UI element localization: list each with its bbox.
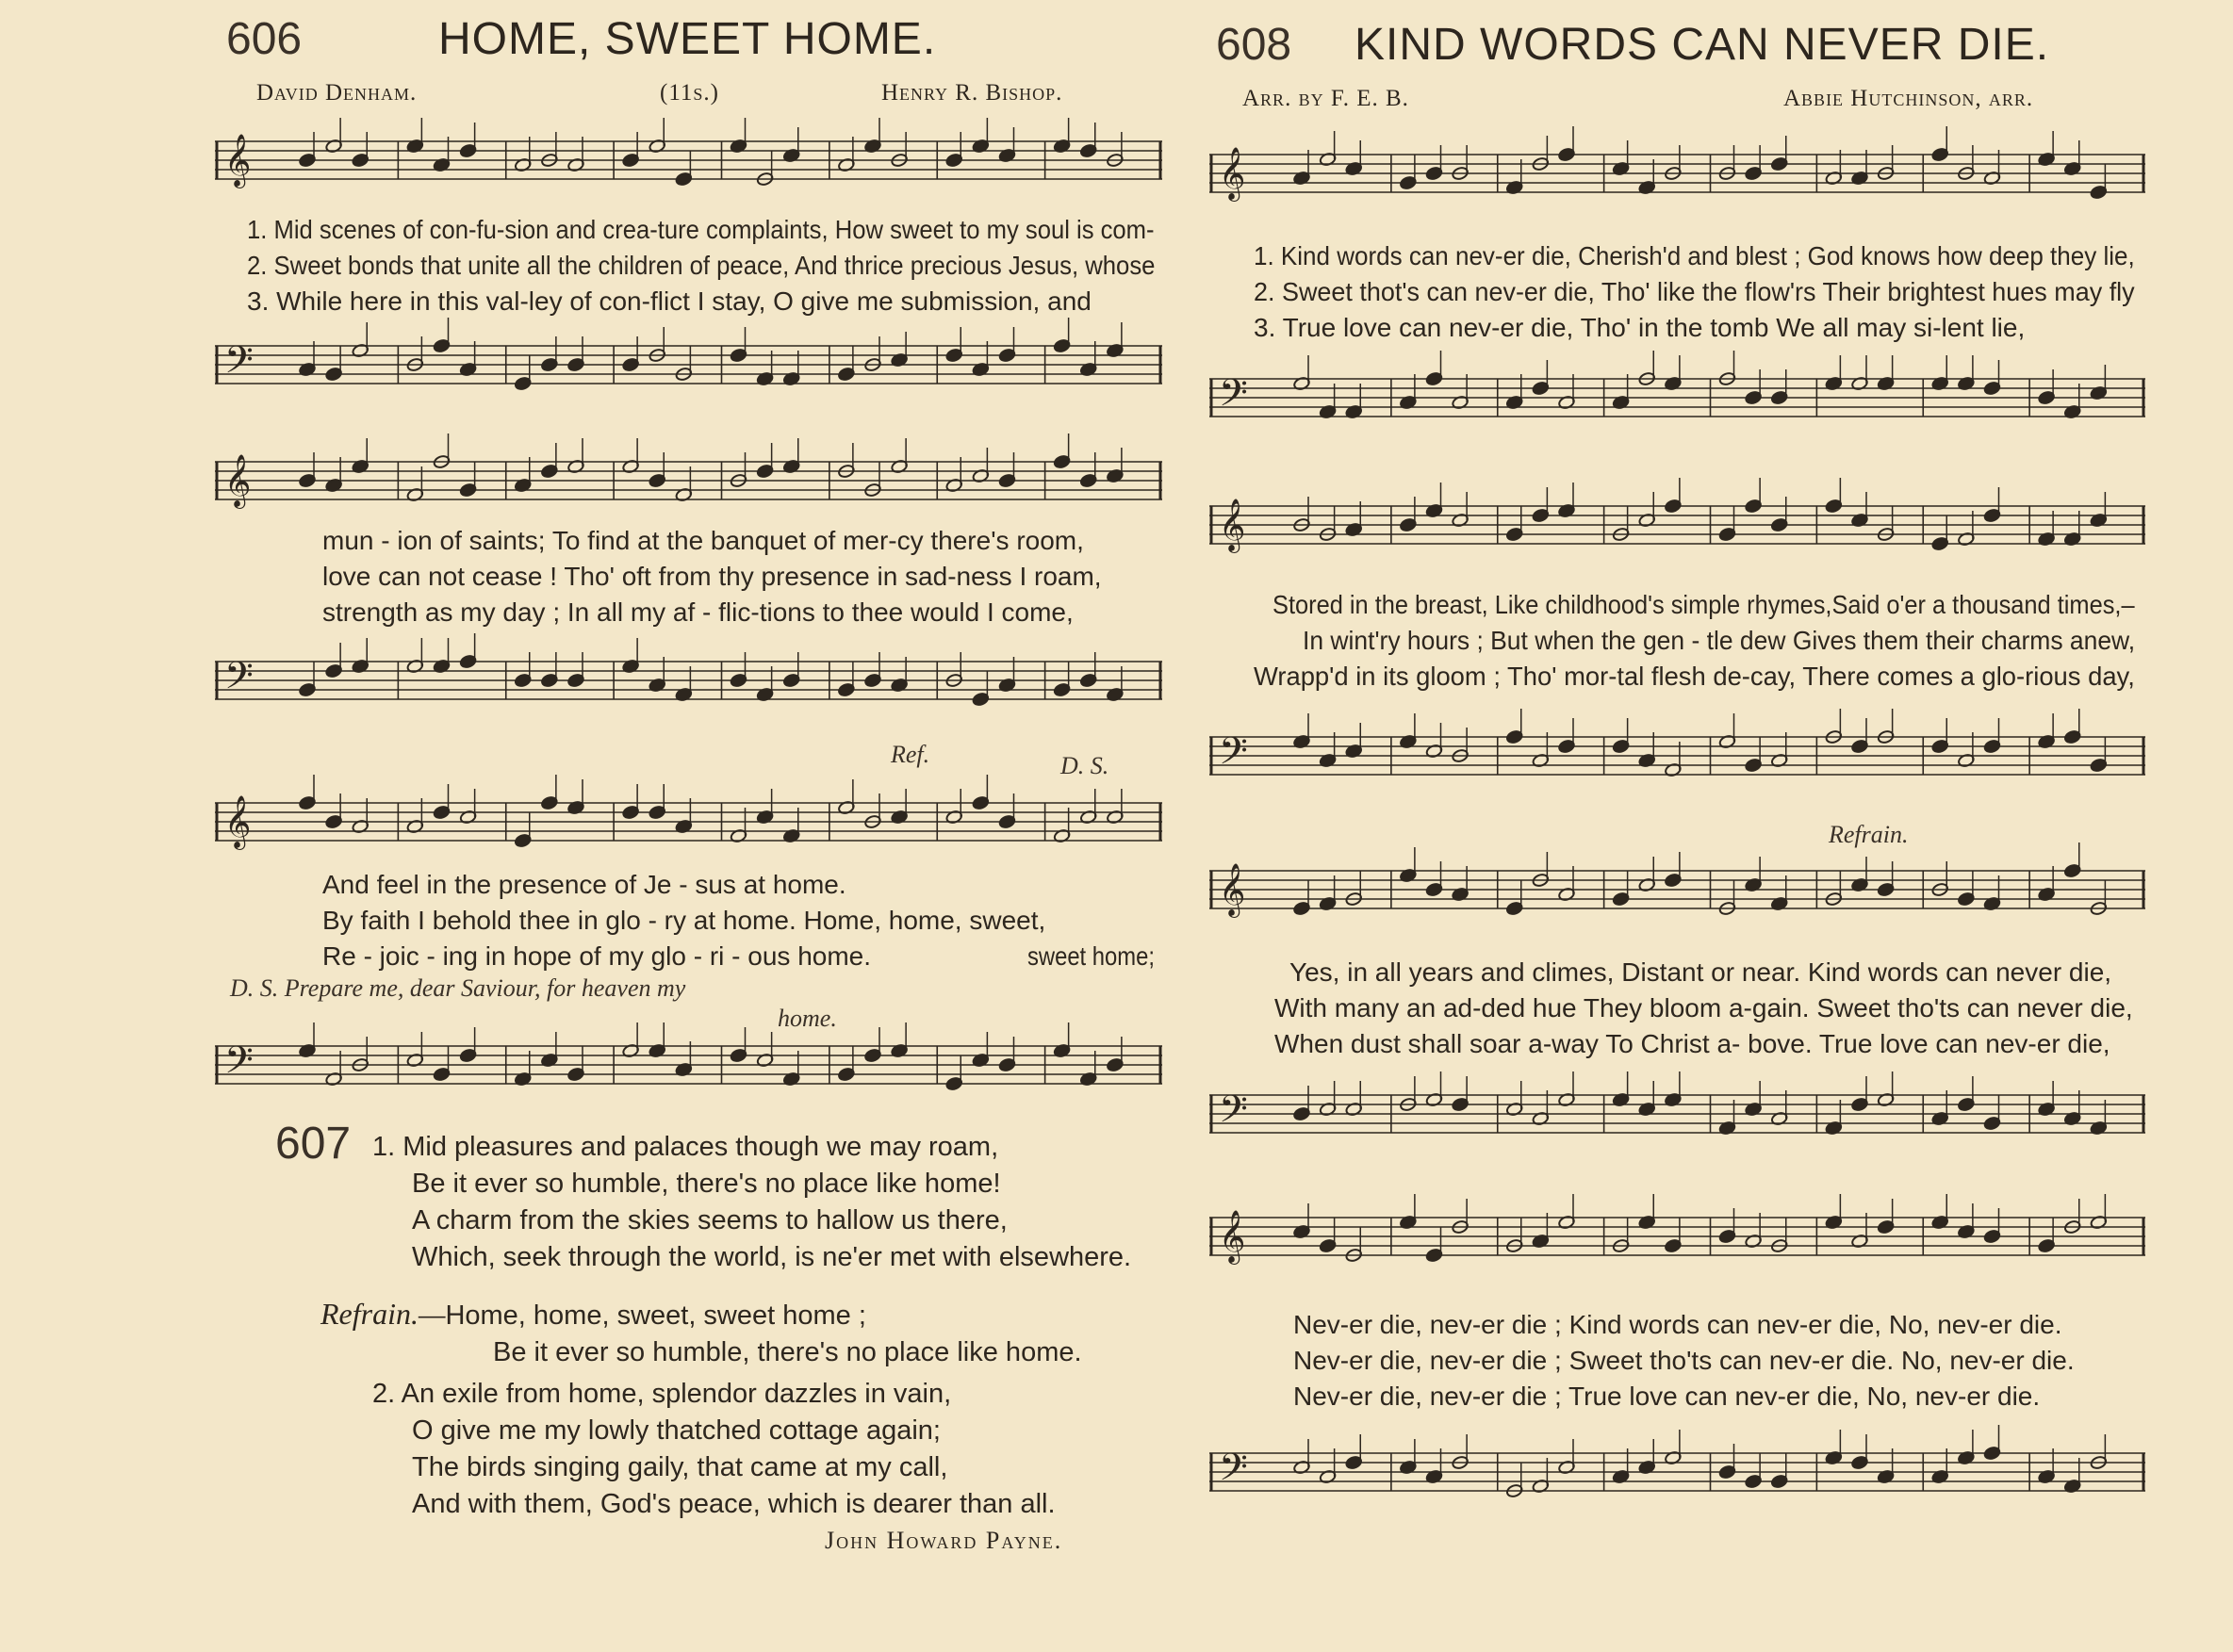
clef: 𝄢 — [1219, 1446, 1248, 1498]
clef: 𝄞 — [224, 134, 252, 187]
hymn-607-number: 607 — [275, 1119, 352, 1169]
hymn-608-system-4-bass — [1209, 1432, 2145, 1517]
hymn-608-s4-verse-1: Nev-er die, nev-er die ; Kind words can nev-er die, No, nev-er die. — [1293, 1310, 2062, 1339]
hymn-608-title: KIND WORDS CAN NEVER DIE. — [1355, 20, 2050, 70]
hymn-606-s2-verse-3: strength as my day ; In all my af - flic-tions to thee would I come, — [322, 597, 1074, 627]
hymn-606-ds-text: D. S. Prepare me, dear Saviour, for heaven my — [230, 974, 686, 1002]
hymn-606-meter: (11s.) — [660, 80, 719, 106]
clef: 𝄞 — [1219, 499, 1246, 551]
clef: 𝄢 — [1219, 729, 1248, 782]
hymn-606-title: HOME, SWEET HOME. — [438, 14, 937, 64]
poem-line: The birds singing gaily, that came at my call, — [412, 1452, 948, 1482]
hymn-608-system-1-bass — [1209, 358, 2145, 443]
hymn-608-s4-verse-3: Nev-er die, nev-er die ; True love can nev-er die, No, nev-er die. — [1293, 1382, 2041, 1411]
hymn-606-ds-text-2: home. — [778, 1005, 837, 1032]
clef: 𝄞 — [1219, 1210, 1246, 1263]
hymn-608-s2-verse-1: Stored in the breast, Like childhood's simple rhymes,Said o'er a thousand times,– — [1272, 590, 2135, 619]
hymn-606-s3-verse-2: By faith I behold thee in glo - ry at home. Home, home, sweet, — [322, 906, 1046, 935]
hymn-607-verse-1 — [372, 1129, 1131, 1276]
hymn-608-s2-verse-2: In wint'ry hours ; But when the gen - tle dew Gives them their charms anew, — [1303, 626, 2136, 655]
poem-line: A charm from the skies seems to hallow us there, — [412, 1205, 1008, 1235]
clef: 𝄞 — [1219, 863, 1246, 916]
hymn-606-s1-verse-2: 2. Sweet bonds that unite all the children of peace, And thrice precious Jesus, whose — [247, 251, 1156, 280]
poem-line: Which, seek through the world, is ne'er met with elsewhere. — [412, 1242, 1132, 1272]
hymn-608-s1-verse-1: 1. Kind words can nev-er die, Cherish'd and blest ; God knows how deep they lie, — [1254, 241, 2135, 270]
hymn-608-s1-verse-2: 2. Sweet thot's can nev-er die, Tho' like the flow'rs Their brightest hues may fly — [1254, 277, 2135, 306]
hymn-606-system-1-bass — [215, 325, 1162, 410]
hymn-606-s3-verse-1: And feel in the presence of Je - sus at home. — [322, 870, 846, 899]
clef: 𝄢 — [1219, 371, 1248, 424]
poem-line: Be it ever so humble, there's no place like home! — [412, 1169, 1001, 1199]
hymn-606-s3-verse-3b: sweet home; — [1027, 941, 1155, 971]
hymn-606-s1-verse-1: 1. Mid scenes of con-fu-sion and crea-ture complaints, How sweet to my soul is com- — [247, 215, 1155, 244]
clef: 𝄞 — [224, 454, 252, 507]
hymn-606-system-3-bass — [215, 1025, 1162, 1110]
hymn-606-system-1-treble — [215, 121, 1162, 205]
refrain-line: Home, home, sweet, sweet home ; — [445, 1300, 866, 1331]
hymn-608-system-3-treble — [1209, 850, 2145, 935]
poem-line: 2. An exile from home, splendor dazzles in vain, — [372, 1379, 952, 1409]
hymn-606-s2-verse-1: mun - ion of saints; To find at the banquet of mer-cy there's room, — [322, 526, 1084, 555]
hymn-608-system-3-bass — [1209, 1074, 2145, 1159]
clef: 𝄢 — [1219, 1088, 1248, 1140]
hymn-608-s3-verse-1: Yes, in all years and climes, Distant or near. Kind words can never die, — [1289, 957, 2112, 987]
hymn-608-composer: Abbie Hutchinson, arr. — [1783, 86, 2034, 111]
poem-line: And with them, God's peace, which is dearer than all. — [412, 1489, 1056, 1519]
clef: 𝄞 — [224, 795, 252, 848]
hymn-606-ds-label: D. S. — [1060, 752, 1109, 779]
refrain-line: Be it ever so humble, there's no place like home. — [493, 1337, 1082, 1367]
clef: 𝄢 — [224, 1039, 254, 1091]
hymn-606-number: 606 — [226, 14, 303, 64]
hymn-606-s3-verse-3: Re - joic - ing in hope of my glo - ri - ous home. — [322, 941, 872, 971]
hymn-606-composer: Henry R. Bishop. — [881, 80, 1063, 106]
hymn-608-number: 608 — [1216, 20, 1292, 70]
hymn-606-ref-label: Ref. — [891, 741, 930, 768]
hymn-607-verse-2 — [372, 1376, 1056, 1523]
clef: 𝄞 — [1219, 147, 1246, 200]
hymn-606-s1-verse-3: 3. While here in this val-ley of con-flict I stay, O give me submission, and — [247, 286, 1092, 316]
hymn-608-s4-verse-2: Nev-er die, nev-er die ; Sweet tho'ts can nev-er die. No, nev-er die. — [1293, 1346, 2075, 1375]
hymn-606-system-2-bass — [215, 641, 1162, 726]
clef: 𝄢 — [224, 338, 254, 391]
hymn-606-s2-verse-2: love can not cease ! Tho' oft from thy presence in sad-ness I roam, — [322, 562, 1102, 591]
hymn-608-system-1-treble — [1209, 134, 2145, 219]
hymn-607-refrain — [320, 1296, 1082, 1371]
hymn-608-system-2-bass — [1209, 716, 2145, 801]
refrain-label: Refrain.— — [320, 1297, 446, 1331]
hymn-608-s1-verse-3: 3. True love can nev-er die, Tho' in the tomb We all may si-lent lie, — [1254, 313, 2026, 342]
hymn-606-system-2-treble — [215, 441, 1162, 526]
poem-line: O give me my lowly thatched cottage again; — [412, 1415, 941, 1446]
hymn-608-system-2-treble — [1209, 485, 2145, 570]
hymn-608-s3-verse-2: With many an ad-ded hue They bloom a-gain. Sweet tho'ts can never die, — [1274, 993, 2133, 1022]
hymn-608-system-4-treble — [1209, 1197, 2145, 1282]
hymn-608-arranger: Arr. by F. E. B. — [1242, 86, 1409, 111]
hymn-608-refrain-label: Refrain. — [1829, 821, 1909, 848]
hymn-607-author: John Howard Payne. — [825, 1527, 1063, 1554]
hymn-608-s3-verse-3: When dust shall soar a-way To Christ a- bove. True love can nev-er die, — [1274, 1029, 2110, 1058]
hymn-606-author: David Denham. — [256, 80, 418, 106]
poem-line: 1. Mid pleasures and palaces though we may roam, — [372, 1132, 999, 1162]
clef: 𝄢 — [224, 654, 254, 707]
hymn-606-system-3-treble — [215, 782, 1162, 867]
hymn-608-s2-verse-3: Wrapp'd in its gloom ; Tho' mor-tal flesh de-cay, There comes a glo-rious day, — [1254, 662, 2135, 691]
